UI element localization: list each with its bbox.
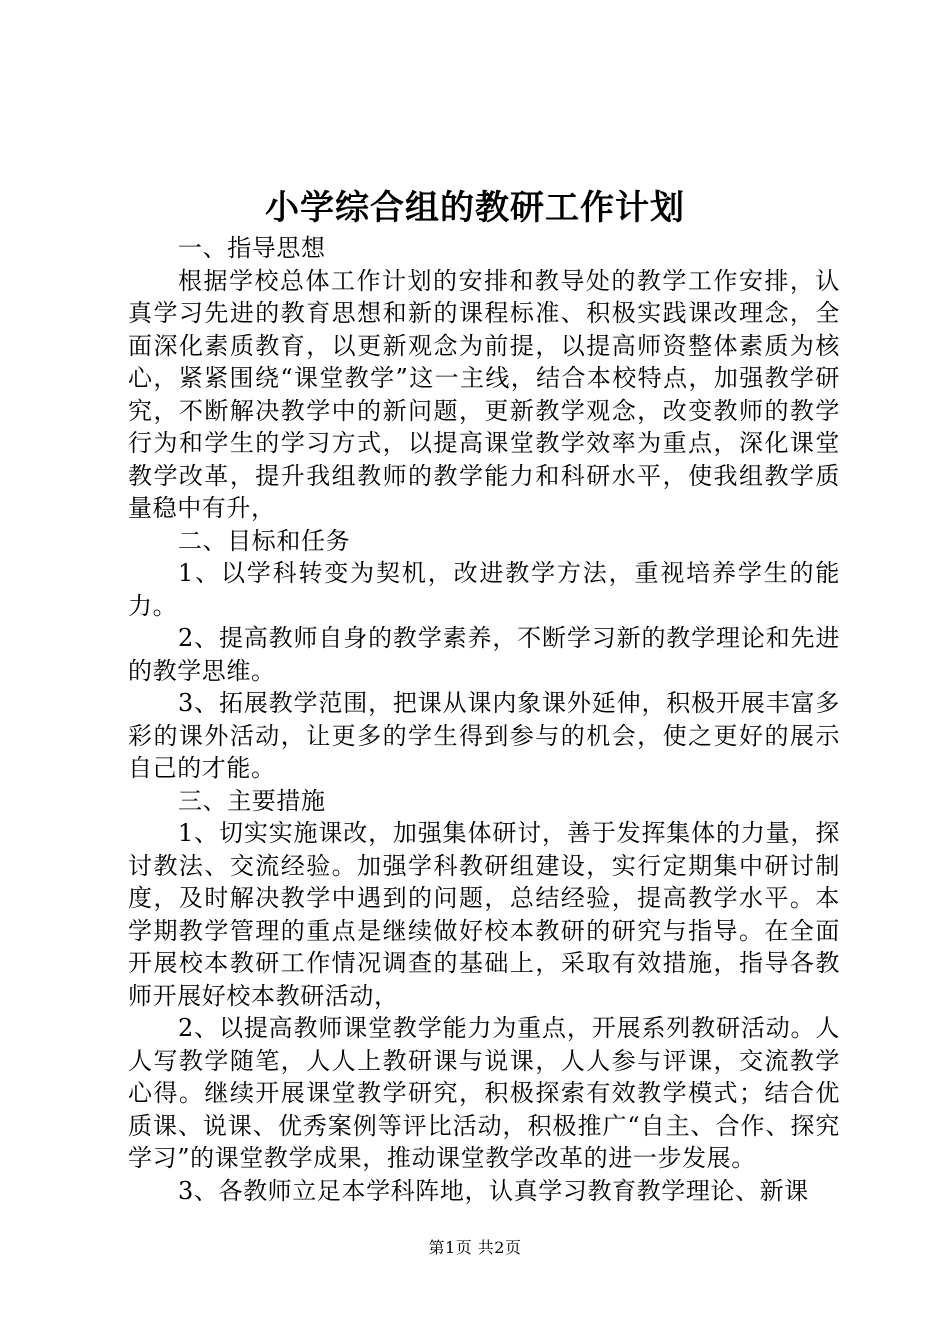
page-number-footer: 第1页 共2页	[428, 1238, 522, 1257]
paragraph-measure-2: 2、以提高教师课堂教学能力为重点，开展系列教研活动。人人写教学随笔，人人上教研课与说课，人人参与评课，交流教学心得。继续开展课堂教学研究，积极探索有效教学模式；结合优质课、说课、优秀案例等评比活动，积极推广“自主、合作、探究学习”的课堂教学成果，推动课堂教学改革的进一步发展。	[128, 1014, 840, 1172]
document-title: 小学综合组的教研工作计划	[265, 188, 685, 228]
paragraph-guiding-ideology: 根据学校总体工作计划的安排和教导处的教学工作安排，认真学习先进的教育思想和新的课程标准、积极实践课改理念，全面深化素质教育，以更新观念为前提，以提高师资整体素质为核心，紧紧围绕“课堂教学”这一主线，结合本校特点，加强教学研究，不断解决教学中的新问题，更新教学观念，改变教师的教学行为和学生的学习方式，以提高课堂教学效率为重点，深化课堂教学改革，提升我组教师的教学能力和科研水平，使我组教学质量稳中有升，	[128, 266, 840, 522]
paragraph-goal-1: 1、以学科转变为契机，改进教学方法，重视培养学生的能力。	[128, 559, 840, 620]
document-body	[128, 232, 840, 1207]
paragraph-goal-2: 2、提高教师自身的教学素养，不断学习新的教学理论和先进的教学思维。	[128, 624, 840, 685]
section-heading-main-measures: 三、主要措施	[178, 786, 326, 815]
paragraph-goal-3: 3、拓展教学范围，把课从课内象课外延伸，积极开展丰富多彩的课外活动，让更多的学生得到参与的机会，使之更好的展示自己的才能。	[128, 689, 840, 782]
paragraph-measure-3: 3、各教师立足本学科阵地，认真学习教育教学理论、新课	[178, 1176, 809, 1205]
paragraph-measure-1: 1、切实实施课改，加强集体研讨，善于发挥集体的力量，探讨教法、交流经验。加强学科教研组建设，实行定期集中研讨制度，及时解决教学中遇到的问题，总结经验，提高教学水平。本学期教学管理的重点是继续做好校本教研的研究与指导。在全面开展校本教研工作情况调查的基础上，采取有效措施，指导各教师开展好校本教研活动，	[128, 819, 840, 1010]
section-heading-goals-and-tasks: 二、目标和任务	[178, 526, 351, 555]
section-heading-guiding-ideology: 一、指导思想	[178, 234, 326, 262]
